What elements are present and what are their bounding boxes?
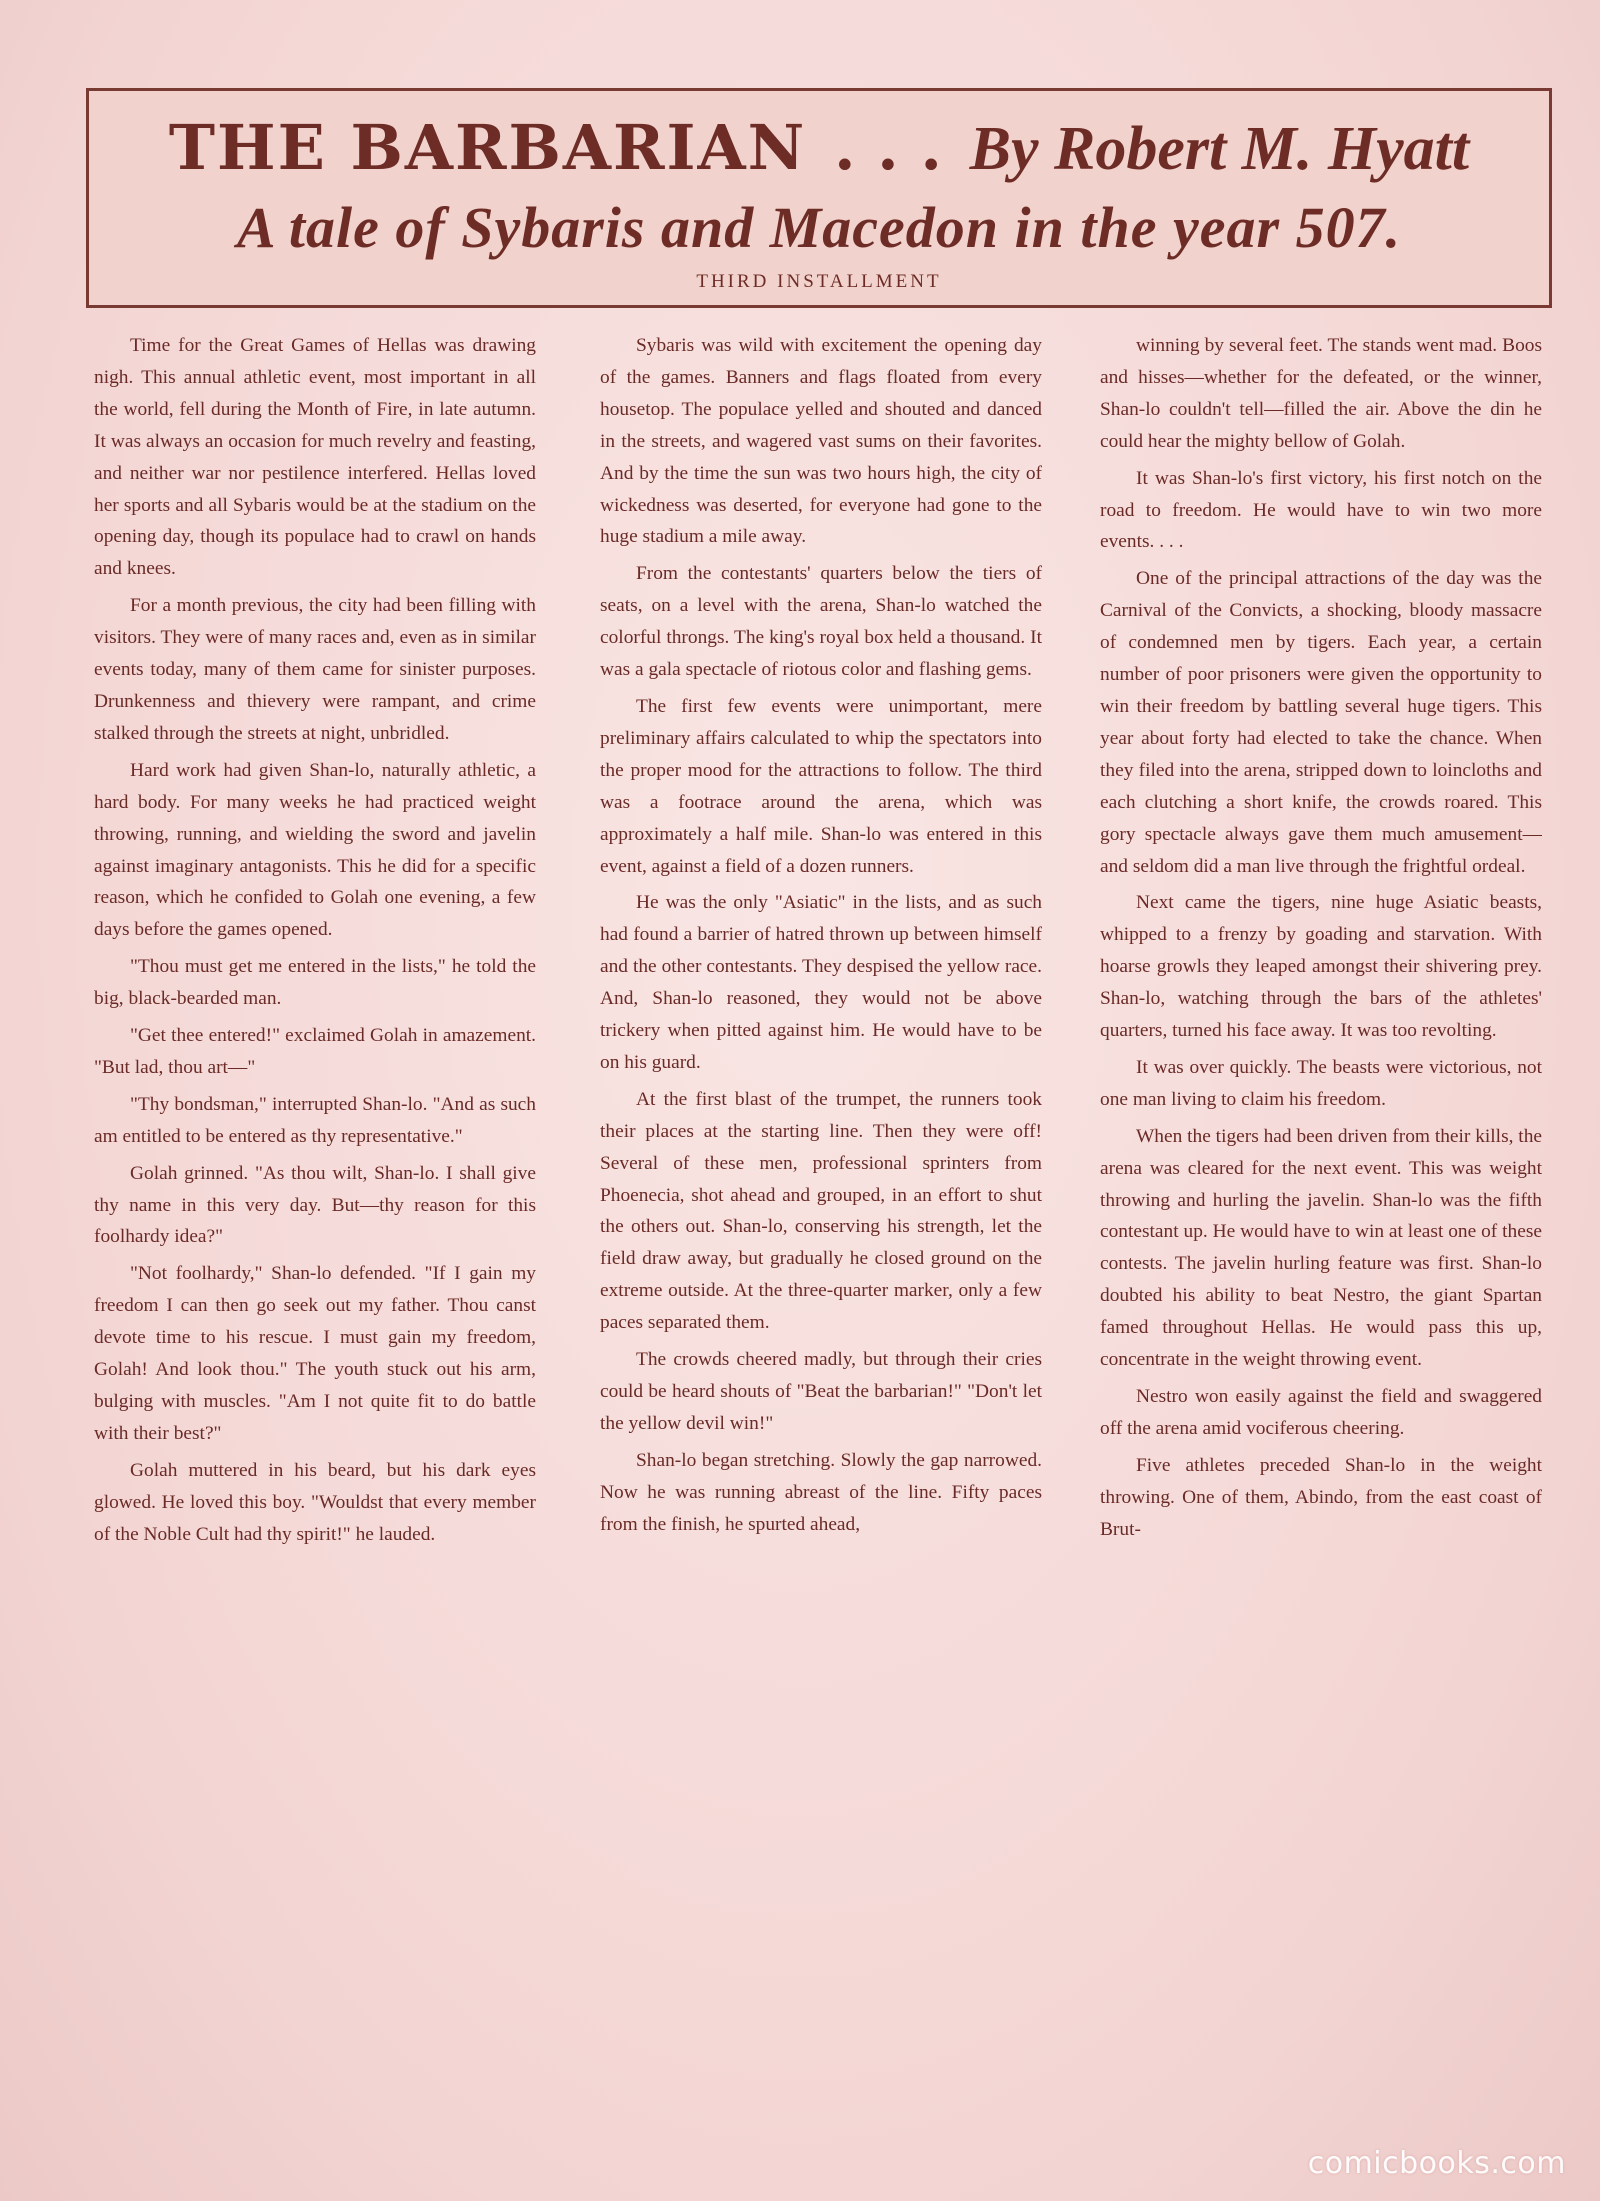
paragraph: Nestro won easily against the field and swaggered off the arena amid vociferous cheering. — [1100, 1386, 1542, 1439]
paragraph: Hard work had given Shan-lo, naturally athletic, a hard body. For many weeks he had practiced weight throwing, running, and wielding the sword and javelin against imaginary antagonists. This he did for a specific reason, which he confided to Golah one evening, a few days before the games opened. — [94, 759, 536, 941]
paragraph: One of the principal attractions of the day was the Carnival of the Convicts, a shocking, bloody massacre of condemned men by tigers. Each year, a certain number of poor prisoners were given the opportunity to win their freedom by battling several huge tigers. This year about forty had elected to take the chance. When they filed into the arena, stripped down to loincloths and each clutching a short knife, the crowds roared. This gory spectacle always gave them much amusement—and seldom did a man live through the frightful ordeal. — [1100, 568, 1542, 877]
paragraph: "Get thee entered!" exclaimed Golah in amazement. "But lad, thou art—" — [94, 1025, 536, 1078]
text-column-3 — [1100, 330, 1542, 2120]
paragraph: The first few events were unimportant, mere preliminary affairs calculated to whip the spectators into the proper mood for the attractions to follow. The third was a footrace around the arena, which was approximately a half mile. Shan-lo was entered in this event, against a field of a dozen runners. — [600, 695, 1042, 877]
paragraph: He was the only "Asiatic" in the lists, and as such had found a barrier of hatred thrown up between himself and the other contestants. They despised the yellow race. And, Shan-lo reasoned, they would not be above trickery when pitted against him. He would have to be on his guard. — [600, 892, 1042, 1073]
paragraph: Golah grinned. "As thou wilt, Shan-lo. I shall give thy name in this very day. But—thy reason for this foolhardy idea?" — [94, 1162, 536, 1248]
paragraph: Next came the tigers, nine huge Asiatic beasts, whipped to a frenzy by goading and starvation. With hoarse growls they leaped amongst their shivering prey. Shan-lo, watching through the bars of the athletes' quarters, turned his face away. It was too revolting. — [1100, 892, 1542, 1042]
paragraph: Shan-lo began stretching. Slowly the gap narrowed. Now he was running abreast of the line. Fifty paces from the finish, he spurted ahead, — [600, 1449, 1042, 1535]
title-box — [86, 88, 1552, 308]
story-title: THE BARBARIAN — [168, 111, 807, 184]
paragraph: For a month previous, the city had been filling with visitors. They were of many races and, even as in similar events today, many of them came for sinister purposes. Drunkenness and thievery were rampant, and crime stalked through the streets at night, unbridled. — [94, 595, 536, 744]
paragraph: "Thou must get me entered in the lists," he told the big, black-bearded man. — [94, 956, 536, 1010]
paragraph: At the first blast of the trumpet, the runners took their places at the starting line. Then they were off! Several of these men, professional sprinters from Phoenecia, shot ahead and grouped, in an effort to shut the others out. Shan-lo, conserving his strength, let the field draw away, but gradually he closed ground on the extreme outside. At the three-quarter marker, only a few paces separated them. — [600, 1088, 1042, 1334]
paragraph: Sybaris was wild with excitement the opening day of the games. Banners and flags floated from every housetop. The populace yelled and shouted and danced in the streets, and wagered vast sums on their favorites. And by the time the sun was two hours high, the city of wickedness was deserted, for everyone had gone to the huge stadium a mile away. — [600, 335, 1042, 548]
title-ellipsis: . . . — [834, 111, 942, 184]
paragraph: The crowds cheered madly, but through their cries could be heard shouts of "Beat the barbarian!" "Don't let the yellow devil win!" — [600, 1349, 1042, 1434]
paragraph: It was over quickly. The beasts were victorious, not one man living to claim his freedom. — [1100, 1056, 1542, 1110]
paragraph: When the tigers had been driven from their kills, the arena was cleared for the next event. This was weight throwing and hurling the javelin. Shan-lo was the fifth contestant up. He would have to win at least one of these contests. The javelin hurling feature was first. Shan-lo doubted his ability to beat Nestro, the giant Spartan famed throughout Hellas. He would pass this up, concentrate in the weight throwing event. — [1100, 1125, 1542, 1371]
paragraph: "Thy bondsman," interrupted Shan-lo. "And as such am entitled to be entered as thy representative." — [94, 1093, 536, 1147]
paragraph: From the contestants' quarters below the tiers of seats, on a level with the arena, Shan-lo watched the colorful throngs. The king's royal box held a thousand. It was a gala spectacle of riotous color and flashing gems. — [600, 563, 1042, 681]
paragraph: Golah muttered in his beard, but his dark eyes glowed. He loved this boy. "Wouldst that every member of the Noble Cult had thy spirit!" he lauded. — [94, 1459, 536, 1545]
story-subtitle: A tale of Sybaris and Macedon in the year 507. — [236, 195, 1402, 260]
author-byline: By Robert M. Hyatt — [969, 115, 1470, 183]
paragraph: "Not foolhardy," Shan-lo defended. "If I gain my freedom I can then go seek out my father. Thou canst devote time to his rescue. I must gain my freedom, Golah! And look thou." The youth stuck out his arm, bulging with muscles. "Am I not quite fit to do battle with their best?" — [94, 1263, 536, 1444]
paragraph: Five athletes preceded Shan-lo in the weight throwing. One of them, Abindo, from the east coast of Brut- — [1100, 1454, 1542, 1540]
site-watermark: comicbooks.com — [1307, 2146, 1566, 2181]
title-line — [89, 113, 1549, 184]
paragraph: Time for the Great Games of Hellas was drawing nigh. This annual athletic event, most important in all the world, fell during the Month of Fire, in late autumn. It was always an occasion for much revelry and feasting, and neither war nor pestilence interfered. Hellas loved her sports and all Sybaris would be at the stadium on the opening day, though its populace had to crawl on hands and knees. — [94, 335, 536, 580]
text-column-1 — [94, 330, 536, 2120]
installment-label: THIRD INSTALLMENT — [696, 271, 942, 292]
paragraph: winning by several feet. The stands went mad. Boos and hisses—whether for the defeated, or the winner, Shan-lo couldn't tell—filled the air. Above the din he could hear the mighty bellow of Golah. — [1100, 335, 1542, 452]
paragraph: It was Shan-lo's first victory, his first notch on the road to freedom. He would have to win two more events. . . . — [1100, 467, 1542, 553]
text-column-2 — [600, 330, 1042, 2120]
